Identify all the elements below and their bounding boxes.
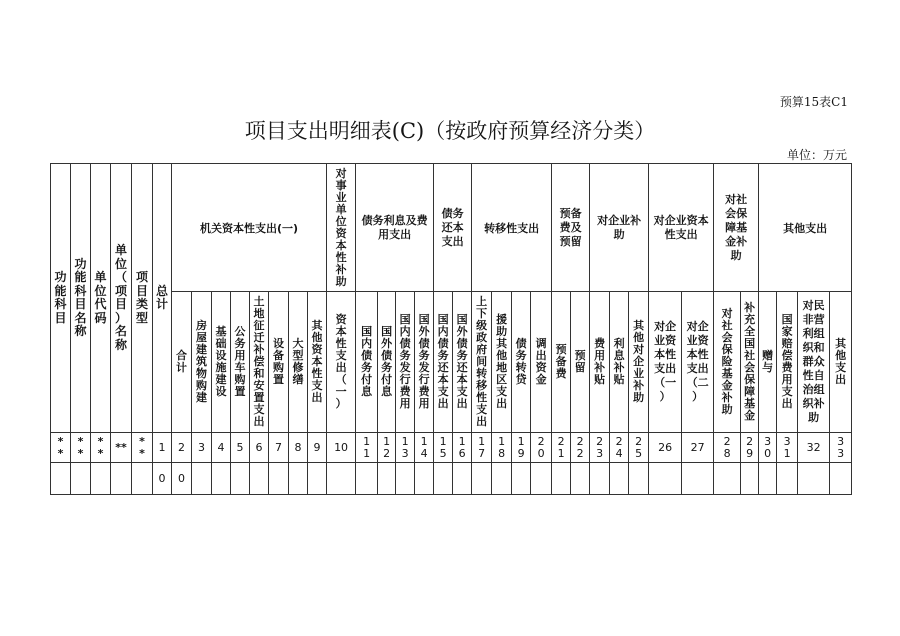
column-label: 对民非营利组织和群众性自治组织补助 [802,299,825,424]
cell-value: 3 [198,441,205,454]
cell-value: 19 [517,434,525,460]
group-header-institution-capital-subsidy [327,164,356,292]
column-label: 预备费 [555,343,567,380]
table-cell [289,463,308,495]
table-cell [250,433,269,463]
subheader-domestic-debt-issuance-fee [396,292,415,433]
table-cell [434,433,453,463]
header-label: 单位（项目）名称 [115,243,128,352]
cell-value: 2 [178,441,185,454]
group-header-transfer [472,164,552,292]
cell-value: 15 [439,434,447,460]
budget-table [50,163,852,495]
subheader-state-compensation [777,292,798,433]
group-header-social-security-subsidy [714,164,759,292]
column-label: 国内债务发行费用 [399,313,411,410]
column-label: 调出资金 [535,337,547,386]
group-header-other-expenditure [759,164,852,292]
group-label: 对事业单位资本性补助 [335,166,347,288]
subheader-foreign-debt-issuance-fee [415,292,434,433]
subheader-other-capital [308,292,327,433]
cell-value: 25 [635,434,643,460]
table-cell [308,463,327,495]
cell-value: 31 [783,434,791,460]
column-label: 援助其他地区支出 [496,313,508,410]
table-cell [472,463,492,495]
table-cell [741,433,759,463]
table-cell [629,433,649,463]
header-row-columns [51,292,852,433]
table-cell [51,433,71,463]
cell-value: 23 [596,434,604,460]
column-label: 国家赔偿费用支出 [781,313,793,410]
group-label: 对社会保障基金补助 [725,192,748,262]
subheader-enterprise-capital-1 [649,292,682,433]
subheader-national-social-security-fund [741,292,759,433]
header-functional-subject [51,164,71,433]
cell-value: 6 [255,441,263,454]
table-cell [192,463,212,495]
group-label: 机关资本性支出(一) [200,221,299,235]
header-label: 单位代码 [94,270,107,325]
cell-value: ** [57,434,64,460]
table-cell [741,463,759,495]
cell-value: 24 [615,434,623,460]
cell-value: 7 [275,441,282,454]
table-cell [610,433,629,463]
subheader-other-enterprise-subsidy [629,292,649,433]
subheader-debt-onlending [512,292,531,433]
column-label: 国外债务还本支出 [456,313,468,410]
cell-value: ** [139,434,145,460]
column-label: 合计 [176,349,187,374]
subheader-building-purchase [192,292,212,433]
table-cell [830,463,852,495]
group-header-reserve [552,164,590,292]
cell-value: 26 [658,441,673,454]
column-label: 资本性支出（一） [335,313,347,410]
subheader-funds-transferred-out [531,292,552,433]
cell-value: 16 [458,434,466,460]
cell-value: 21 [557,434,565,460]
cell-value: 28 [723,434,731,460]
header-label: 功能科目名称 [74,256,87,338]
group-header-debt-interest [356,164,434,292]
table-cell [434,463,453,495]
column-label: 上下级政府间转移性支出 [476,295,488,428]
cell-value: 29 [746,434,754,460]
column-label: 利息补贴 [613,337,625,386]
header-unit-code [91,164,111,433]
table-cell [682,463,714,495]
table-cell [91,433,111,463]
table-cell [453,433,472,463]
cell-value: 1 [158,441,166,454]
subheader-reserve-fund [552,292,571,433]
table-cell [250,463,269,495]
cell-value: ** [77,434,84,460]
table-cell [512,463,531,495]
header-label: 项目类型 [136,270,149,325]
subheader-foreign-debt-interest [378,292,396,433]
table-cell [172,463,192,495]
subheader-other-expenditure [830,292,852,433]
table-cell [777,463,798,495]
cell-value: ** [115,441,127,454]
cell-value: 22 [576,434,584,460]
header-label: 功能科目 [54,270,67,325]
table-cell [492,463,512,495]
column-label: 债务转贷 [515,337,527,386]
table-cell [327,433,356,463]
column-label: 预留 [574,349,586,374]
cell-value: 33 [837,434,845,460]
table-cell [649,463,682,495]
table-cell [153,433,172,463]
column-label: 国内债务付息 [361,325,373,398]
column-label: 房屋建筑物购建 [196,319,207,404]
column-label: 大型修缮 [292,337,304,386]
column-label: 对企业资本性支出（二） [686,320,709,403]
subheader-intergovernmental-transfer [472,292,492,433]
column-label: 其他资本性支出 [311,319,323,404]
cell-value: 27 [690,441,705,454]
header-project-type [132,164,153,433]
table-cell [552,433,571,463]
column-label: 其他对企业补助 [633,319,645,404]
column-label: 赠与 [762,349,774,374]
cell-value: 10 [334,441,349,454]
cell-value: 20 [537,434,545,460]
subheader-foreign-debt-principal [453,292,472,433]
group-label: 对企业资本性支出 [653,213,709,241]
subheader-land-compensation [250,292,269,433]
cell-value: 0 [158,472,166,485]
table-cell [571,433,590,463]
table-cell [91,463,111,495]
header-label: 总计 [156,283,169,311]
table-cell [798,433,830,463]
table-cell [132,463,153,495]
column-label: 公务用车购置 [234,325,246,398]
table-cell [172,433,192,463]
table-cell [629,463,649,495]
table-cell [552,463,571,495]
cell-value: 8 [294,441,302,454]
form-code-label: 预算15表C1 [779,95,848,109]
column-label: 对社会保险基金补助 [721,307,733,416]
group-header-enterprise-subsidy [590,164,649,292]
cell-value: 5 [236,441,244,454]
table-cell [378,433,396,463]
subheader-social-insurance-fund-subsidy [714,292,741,433]
group-label: 转移性支出 [484,221,540,235]
table-cell [71,463,91,495]
table-cell [308,433,327,463]
subheader-domestic-debt-interest [356,292,378,433]
cell-value: 32 [806,441,821,454]
table-cell [289,433,308,463]
cell-value: 0 [178,472,185,485]
group-header-enterprise-capital [649,164,714,292]
subheader-subtotal [172,292,192,433]
column-label: 费用补贴 [594,337,606,386]
table-cell [71,433,91,463]
table-cell [682,433,714,463]
table-cell [212,433,231,463]
table-cell [231,463,250,495]
column-label: 基础设施建设 [215,325,227,398]
table-cell [531,463,552,495]
subheader-expense-subsidy [590,292,610,433]
cell-value: 18 [498,434,506,460]
table-cell [472,433,492,463]
table-cell [759,433,777,463]
table-cell [396,463,415,495]
table-cell [590,433,610,463]
table-cell [777,433,798,463]
cell-value: 13 [401,434,409,460]
table-cell [269,433,289,463]
table-cell [798,463,830,495]
table-cell [356,433,378,463]
subheader-domestic-debt-principal [434,292,453,433]
subheader-nonprofit-subsidy [798,292,830,433]
column-label: 土地征迁补偿和安置支出 [253,295,265,428]
table-cell [415,463,434,495]
group-label: 对企业补助 [597,213,642,241]
table-cell [512,433,531,463]
subheader-vehicle-purchase [231,292,250,433]
cell-value: 11 [363,434,371,460]
table-cell [327,463,356,495]
column-label: 补充全国社会保障基金 [744,301,756,422]
subheader-aid-other-regions [492,292,512,433]
table-cell [231,433,250,463]
column-label: 其他支出 [835,337,847,386]
cell-value: 14 [420,434,428,460]
header-grand-total [153,164,172,433]
table-cell [111,433,132,463]
table-cell [132,433,153,463]
table-cell [531,433,552,463]
subheader-capital-expenditure-1 [327,292,356,433]
table-cell [590,463,610,495]
table-cell [51,463,71,495]
group-header-agency-capital [172,164,327,292]
group-label: 债务利息及费用支出 [361,213,428,241]
group-header-debt-principal [434,164,472,292]
page-title: 项目支出明细表(C)（按政府预算经济分类） [244,119,656,143]
cell-value: 9 [313,441,321,454]
header-functional-subject-name [71,164,91,433]
header-row-groups [51,164,852,292]
table-cell [571,463,590,495]
subheader-infrastructure [212,292,231,433]
table-cell [192,433,212,463]
table-cell [649,433,682,463]
table-cell [415,433,434,463]
table-cell [610,463,629,495]
table-cell [111,463,132,495]
table-cell [153,463,172,495]
table-cell [378,463,396,495]
cell-value: 4 [217,441,225,454]
unit-label: 单位：万元 [786,148,847,162]
column-label: 国外债务发行费用 [418,313,430,410]
group-label: 预备费及预留 [559,206,582,248]
cell-value: ** [97,434,104,460]
table-cell [830,433,852,463]
table-cell [492,433,512,463]
table-cell [714,433,741,463]
group-label: 债务还本支出 [441,206,464,248]
column-label: 国外债务付息 [381,325,393,398]
table-cell [453,463,472,495]
column-label: 设备购置 [273,337,284,386]
table-cell [396,433,415,463]
column-label: 对企业资本性支出（一） [654,320,677,403]
subheader-major-repair [289,292,308,433]
table-cell [269,463,289,495]
subheader-equipment-purchase [269,292,289,433]
cell-value: 30 [764,434,772,460]
subheader-donation [759,292,777,433]
subheader-interest-subsidy [610,292,629,433]
column-label: 国内债务还本支出 [437,313,449,410]
table-cell [759,463,777,495]
subheader-enterprise-capital-2 [682,292,714,433]
group-label: 其他支出 [783,221,828,235]
table-cell [714,463,741,495]
table-row-column-index [51,433,852,463]
table-row-data [51,463,852,495]
table-cell [356,463,378,495]
cell-value: 17 [478,434,486,460]
cell-value: 12 [383,434,391,460]
table-cell [212,463,231,495]
header-unit-project-name [111,164,132,433]
subheader-reserved [571,292,590,433]
